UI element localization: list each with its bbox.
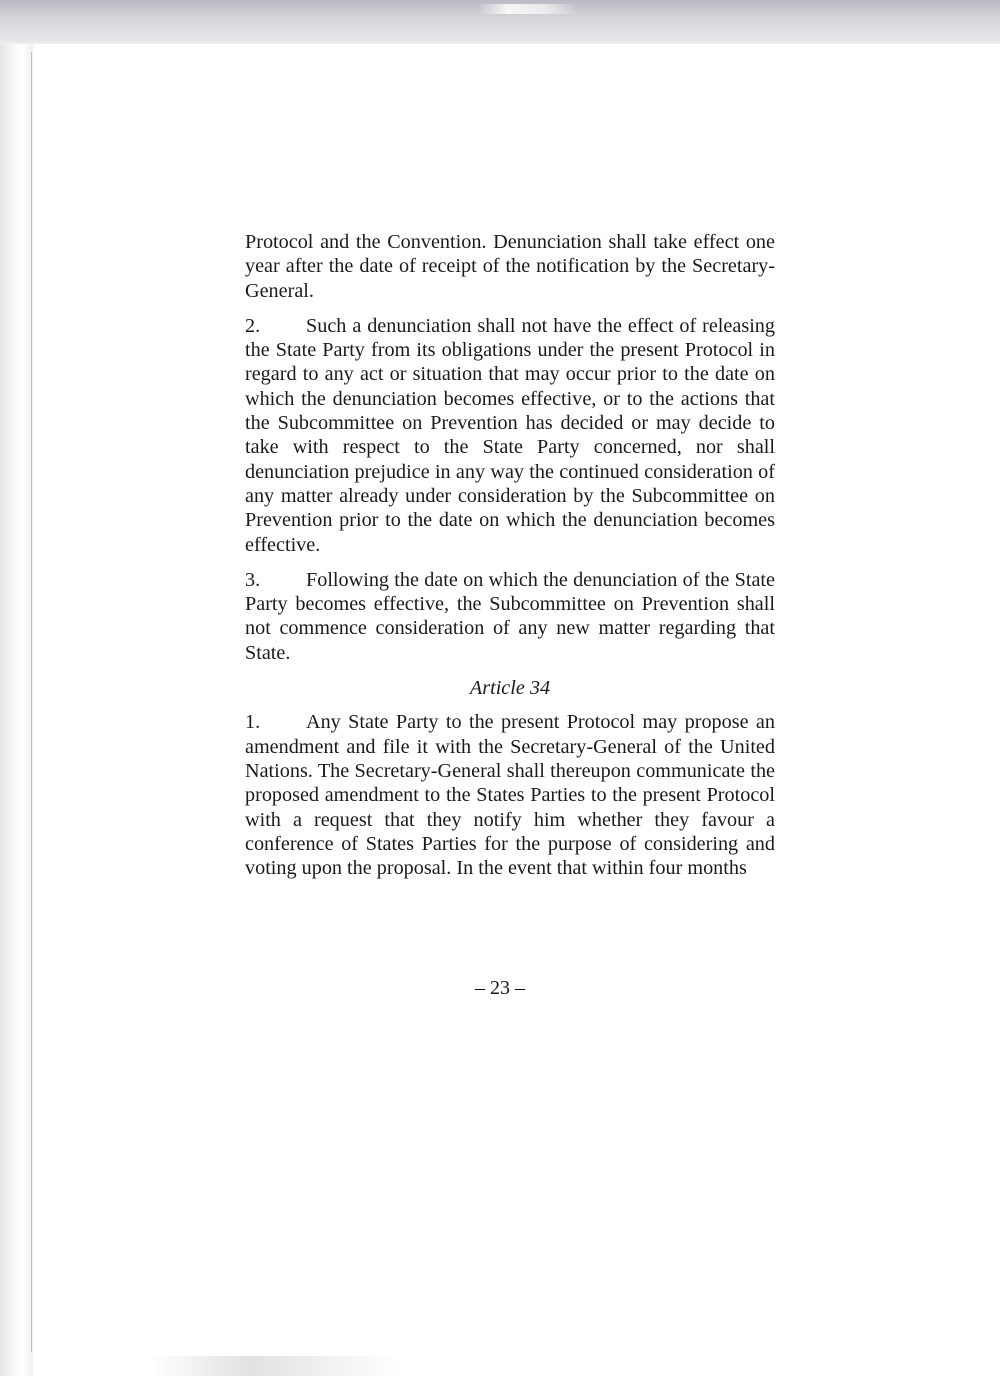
paragraph-text: Following the date on which the denunciation of the State Party becomes effective, the Subcommittee on Prevention shall not commence consideration of any new matter regarding that State. xyxy=(245,568,775,664)
paragraph-3 xyxy=(245,568,775,665)
paragraph-number: 2. xyxy=(245,314,261,337)
body-text xyxy=(245,230,775,880)
paragraph-number: 3. xyxy=(245,568,261,591)
scan-artifact-bottom xyxy=(150,1356,400,1376)
paragraph-text: Any State Party to the present Protocol may propose an amendment and file it with the Secretary-General of the United Nations. The Secretary-General shall thereupon communicate the proposed amendment to the States Parties to the present Protocol with a request that they notify him whether they favour a conference of States Parties for the purpose of considering and voting upon the proposal. In the event that within four months xyxy=(245,711,775,880)
paragraph-2 xyxy=(245,314,775,557)
paragraph-text: Such a denunciation shall not have the effect of releasing the State Party from its obligations under the present Protocol in regard to any act or situation that may occur prior to the date on which the denunciation becomes effective, or to the actions that the Subcommittee on Prevention has decided or may decide to take with respect to the State Party concerned, nor shall denunciation prejudice in any way the continued consideration of any matter already under consideration by the Subcommittee on Prevention prior to the date on which the denunciation becomes effective. xyxy=(245,314,775,556)
paragraph-intro: Protocol and the Convention. Denunciation shall take effect one year after the date of receipt of the notification by the Secretary-General. xyxy=(245,231,775,302)
article-heading: Article 34 xyxy=(469,677,551,700)
page-number: – 23 – xyxy=(475,977,525,999)
binding-spine xyxy=(0,44,34,1376)
scan-artifact-top xyxy=(478,4,578,14)
paragraph-article-34-1 xyxy=(245,710,775,880)
paragraph-number: 1. xyxy=(245,711,261,734)
spine-edge-line xyxy=(31,52,32,1352)
